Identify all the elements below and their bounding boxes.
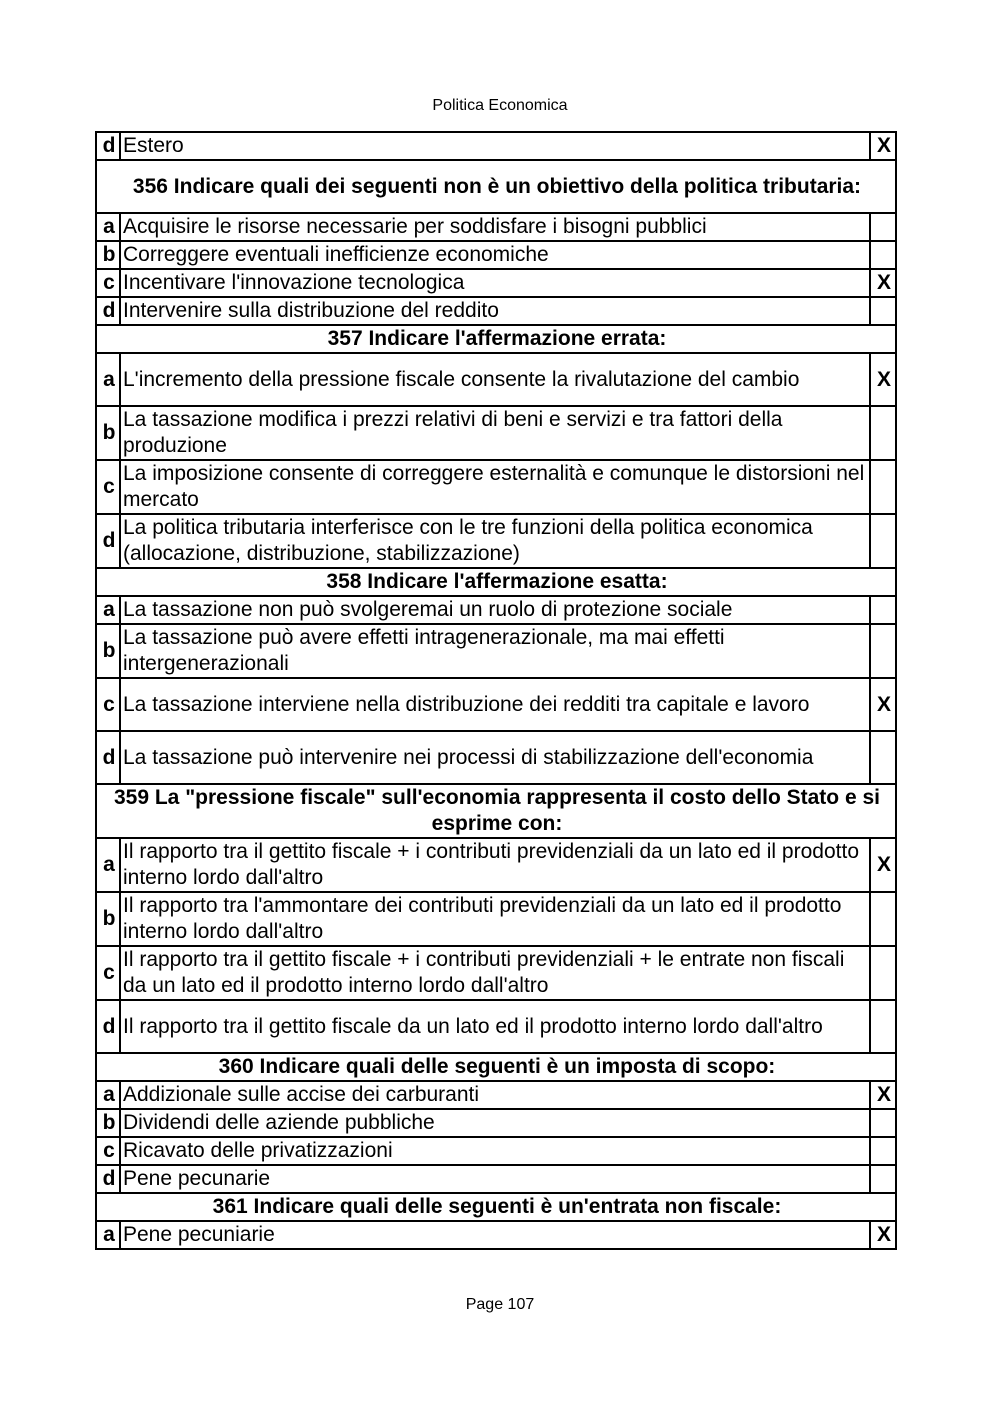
answer-letter: c bbox=[96, 269, 120, 297]
answer-row bbox=[96, 353, 896, 406]
answer-letter: b bbox=[96, 406, 120, 460]
answer-text: Correggere eventuali inefficienze economiche bbox=[120, 241, 870, 269]
answer-letter: a bbox=[96, 353, 120, 406]
question-text: 358 Indicare l'affermazione esatta: bbox=[96, 568, 896, 596]
correct-mark: X bbox=[870, 132, 896, 160]
correct-mark: X bbox=[870, 1081, 896, 1109]
question-row bbox=[96, 160, 896, 213]
question-row bbox=[96, 1053, 896, 1081]
correct-mark bbox=[870, 213, 896, 241]
answer-letter: c bbox=[96, 946, 120, 1000]
correct-mark bbox=[870, 297, 896, 325]
answer-row bbox=[96, 1165, 896, 1193]
page-footer: Page 107 bbox=[465, 1296, 535, 1313]
correct-mark bbox=[870, 731, 896, 784]
answer-row bbox=[96, 731, 896, 784]
correct-mark bbox=[870, 892, 896, 946]
question-text: 361 Indicare quali delle seguenti è un'entrata non fiscale: bbox=[96, 1193, 896, 1221]
correct-mark: X bbox=[870, 678, 896, 731]
answer-letter: a bbox=[96, 596, 120, 624]
answer-row bbox=[96, 946, 896, 1000]
answer-letter: b bbox=[96, 1109, 120, 1137]
answer-text: La tassazione non può svolgeremai un ruolo di protezione sociale bbox=[120, 596, 870, 624]
answer-letter: d bbox=[96, 132, 120, 160]
question-text: 356 Indicare quali dei seguenti non è un obiettivo della politica tributaria: bbox=[96, 160, 896, 213]
question-row bbox=[96, 568, 896, 596]
answer-letter: d bbox=[96, 1000, 120, 1053]
answer-text: La politica tributaria interferisce con le tre funzioni della politica economica (allocazione, distribuzione, stabilizzazione) bbox=[120, 514, 870, 568]
answer-text: Il rapporto tra l'ammontare dei contributi previdenziali da un lato ed il prodotto interno lordo dall'altro bbox=[120, 892, 870, 946]
answer-text: Il rapporto tra il gettito fiscale da un lato ed il prodotto interno lordo dall'altro bbox=[120, 1000, 870, 1053]
answer-text: Dividendi delle aziende pubbliche bbox=[120, 1109, 870, 1137]
correct-mark bbox=[870, 1137, 896, 1165]
answer-letter: c bbox=[96, 1137, 120, 1165]
answer-letter: d bbox=[96, 1165, 120, 1193]
answer-text: La tassazione può avere effetti intragenerazionale, ma mai effetti intergenerazionali bbox=[120, 624, 870, 678]
correct-mark bbox=[870, 946, 896, 1000]
answer-letter: d bbox=[96, 731, 120, 784]
quiz-table bbox=[95, 131, 897, 1250]
answer-letter: d bbox=[96, 297, 120, 325]
correct-mark: X bbox=[870, 1221, 896, 1249]
answer-text: Il rapporto tra il gettito fiscale + i contributi previdenziali da un lato ed il prodotto interno lordo dall'altro bbox=[120, 838, 870, 892]
answer-letter: b bbox=[96, 241, 120, 269]
answer-letter: c bbox=[96, 678, 120, 731]
answer-row bbox=[96, 624, 896, 678]
answer-text: Acquisire le risorse necessarie per soddisfare i bisogni pubblici bbox=[120, 213, 870, 241]
answer-row bbox=[96, 678, 896, 731]
answer-letter: b bbox=[96, 892, 120, 946]
answer-row bbox=[96, 297, 896, 325]
answer-row bbox=[96, 213, 896, 241]
correct-mark: X bbox=[870, 269, 896, 297]
answer-text: Addizionale sulle accise dei carburanti bbox=[120, 1081, 870, 1109]
question-row bbox=[96, 784, 896, 838]
correct-mark bbox=[870, 514, 896, 568]
correct-mark bbox=[870, 406, 896, 460]
correct-mark bbox=[870, 241, 896, 269]
answer-letter: a bbox=[96, 213, 120, 241]
answer-row bbox=[96, 1137, 896, 1165]
answer-row bbox=[96, 892, 896, 946]
answer-row bbox=[96, 514, 896, 568]
question-row bbox=[96, 1193, 896, 1221]
correct-mark bbox=[870, 1000, 896, 1053]
answer-row bbox=[96, 269, 896, 297]
answer-text: Intervenire sulla distribuzione del reddito bbox=[120, 297, 870, 325]
answer-row bbox=[96, 1221, 896, 1249]
answer-text: Pene pecunarie bbox=[120, 1165, 870, 1193]
answer-text: Pene pecuniarie bbox=[120, 1221, 870, 1249]
answer-text: La tassazione può intervenire nei processi di stabilizzazione dell'economia bbox=[120, 731, 870, 784]
answer-row bbox=[96, 132, 896, 160]
answer-text: Il rapporto tra il gettito fiscale + i contributi previdenziali + le entrate non fiscali da un lato ed il prodotto interno lordo dall'altro bbox=[120, 946, 870, 1000]
answer-letter: b bbox=[96, 624, 120, 678]
answer-text: Ricavato delle privatizzazioni bbox=[120, 1137, 870, 1165]
question-text: 359 La "pressione fiscale" sull'economia rappresenta il costo dello Stato e si esprime con: bbox=[96, 784, 896, 838]
answer-row bbox=[96, 460, 896, 514]
answer-row bbox=[96, 1000, 896, 1053]
correct-mark bbox=[870, 1165, 896, 1193]
correct-mark: X bbox=[870, 838, 896, 892]
answer-letter: d bbox=[96, 514, 120, 568]
correct-mark bbox=[870, 596, 896, 624]
answer-row bbox=[96, 596, 896, 624]
answer-text: Incentivare l'innovazione tecnologica bbox=[120, 269, 870, 297]
correct-mark bbox=[870, 460, 896, 514]
answer-text: La tassazione interviene nella distribuzione dei redditi tra capitale e lavoro bbox=[120, 678, 870, 731]
page-header: Politica Economica bbox=[432, 97, 568, 114]
answer-row bbox=[96, 406, 896, 460]
answer-row bbox=[96, 1081, 896, 1109]
answer-row bbox=[96, 1109, 896, 1137]
answer-text: L'incremento della pressione fiscale consente la rivalutazione del cambio bbox=[120, 353, 870, 406]
correct-mark bbox=[870, 624, 896, 678]
answer-row bbox=[96, 838, 896, 892]
answer-row bbox=[96, 241, 896, 269]
answer-letter: a bbox=[96, 1081, 120, 1109]
answer-text: Estero bbox=[120, 132, 870, 160]
question-row bbox=[96, 325, 896, 353]
question-text: 357 Indicare l'affermazione errata: bbox=[96, 325, 896, 353]
answer-letter: c bbox=[96, 460, 120, 514]
answer-letter: a bbox=[96, 1221, 120, 1249]
answer-letter: a bbox=[96, 838, 120, 892]
question-text: 360 Indicare quali delle seguenti è un imposta di scopo: bbox=[96, 1053, 896, 1081]
correct-mark bbox=[870, 1109, 896, 1137]
answer-text: La tassazione modifica i prezzi relativi di beni e servizi e tra fattori della produzione bbox=[120, 406, 870, 460]
answer-text: La imposizione consente di correggere esternalità e comunque le distorsioni nel mercato bbox=[120, 460, 870, 514]
correct-mark: X bbox=[870, 353, 896, 406]
